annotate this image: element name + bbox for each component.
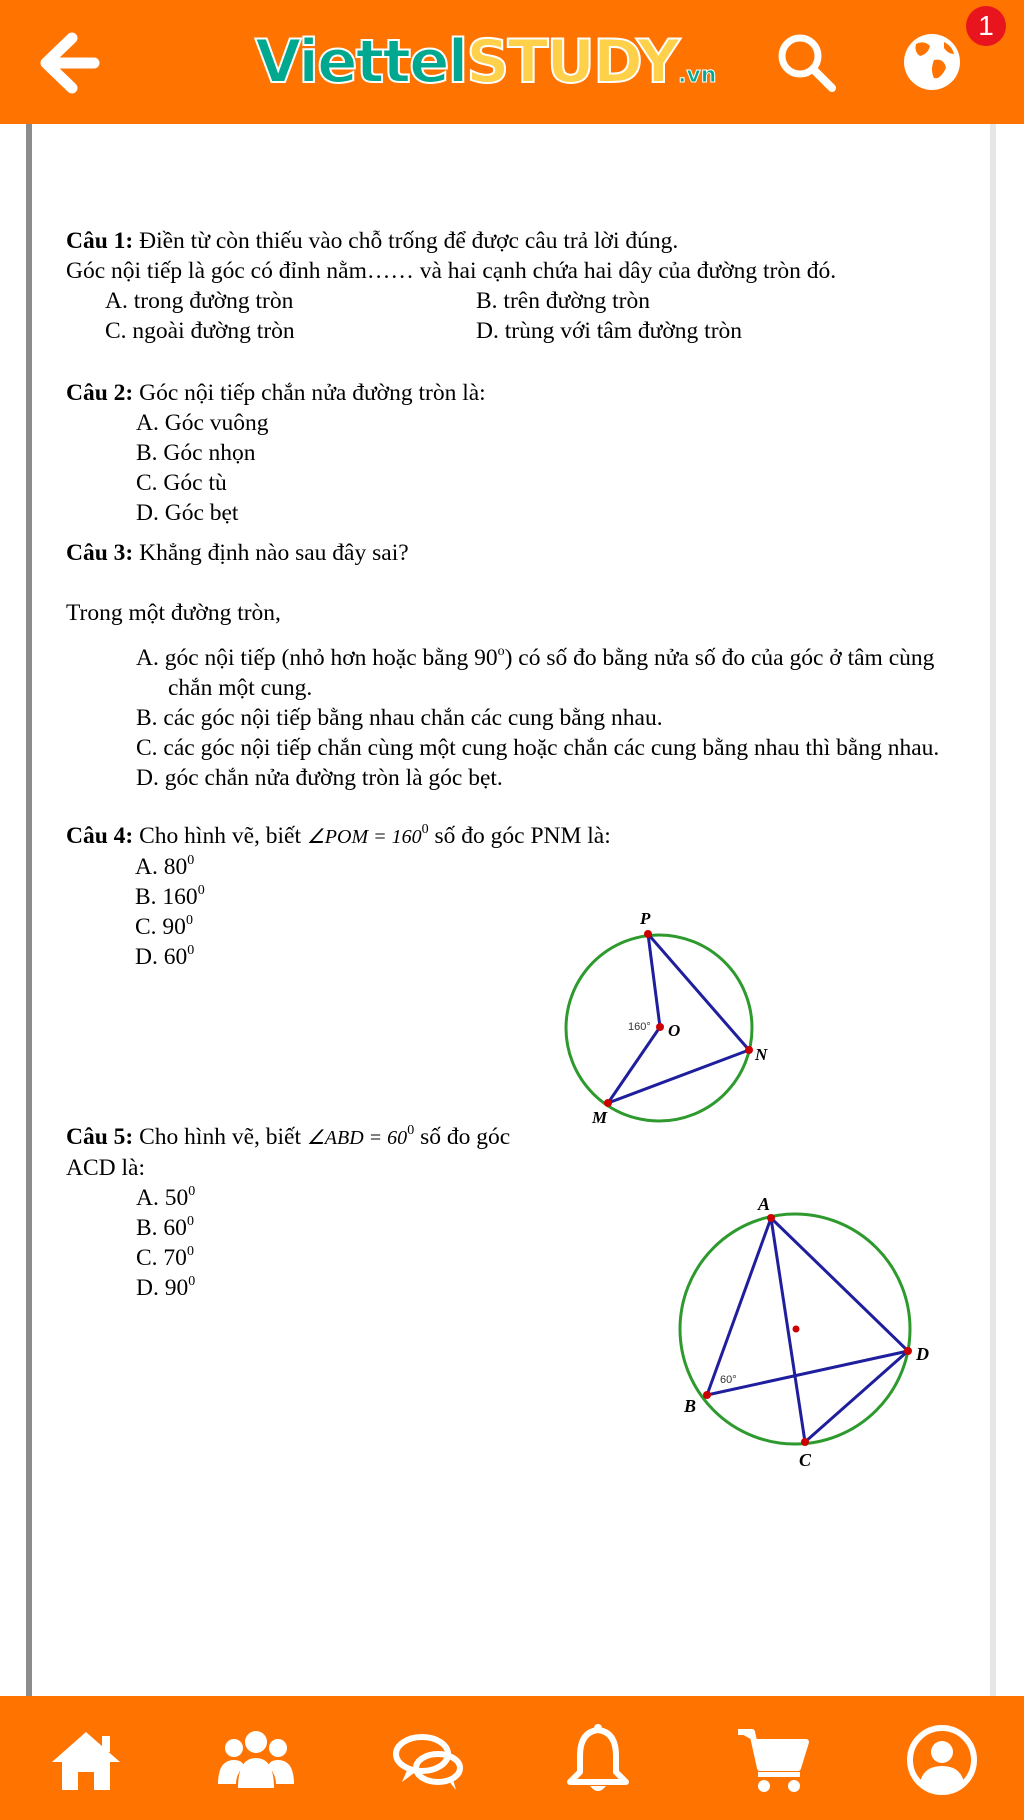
- label-p: P: [640, 909, 651, 928]
- point-p: [644, 930, 652, 938]
- segment-om: [608, 1027, 660, 1103]
- q2-option-d: D. Góc bẹt: [136, 500, 239, 526]
- q2-option-a: A. Góc vuông: [136, 410, 269, 436]
- q5-option-d: D. $90^0$: [136, 1274, 196, 1301]
- q3-option-a: A. góc nội tiếp (nhỏ hơn hoặc bằng 90$^o$) có số đo bằng nửa số đo của góc ở tâm cùng chắn một cung.: [136, 644, 935, 701]
- point-d: [904, 1347, 912, 1355]
- label-angle-160: 160°: [628, 1021, 651, 1033]
- label-c: C: [799, 1450, 812, 1470]
- point-c: [801, 1438, 809, 1446]
- question-5-line2: ACD là:: [66, 1155, 145, 1181]
- q3-option-d: D. góc chắn nửa đường tròn là góc bẹt.: [136, 765, 503, 791]
- q4-option-d: D. $60^0$: [135, 943, 195, 970]
- segment-ac: [771, 1218, 805, 1442]
- label-n: N: [755, 1045, 768, 1064]
- label-angle-60: 60°: [720, 1374, 737, 1386]
- question-1: Câu 1: Điền từ còn thiếu vào chỗ trống để được câu trả lời đúng.: [66, 228, 679, 254]
- segment-pn: [648, 934, 749, 1050]
- point-o: [656, 1023, 664, 1031]
- user-profile-icon[interactable]: [904, 1722, 980, 1798]
- page-left-edge: [26, 124, 32, 1696]
- segment-cd: [805, 1351, 908, 1442]
- center-point: [793, 1326, 800, 1333]
- segment-ad: [771, 1218, 908, 1351]
- viettelstudy-logo[interactable]: Viettel STUDY .vn: [255, 27, 717, 97]
- figure-circle-pom: [560, 909, 768, 1130]
- q2-option-b: B. Góc nhọn: [136, 440, 256, 466]
- q1-option-d: D. trùng với tâm đường tròn: [476, 318, 743, 344]
- q3-intro: Trong một đường tròn,: [66, 600, 281, 626]
- q3-option-b: B. các góc nội tiếp bằng nhau chắn các cung bằng nhau.: [136, 705, 663, 731]
- point-n: [745, 1046, 753, 1054]
- group-users-icon[interactable]: [218, 1722, 294, 1798]
- back-arrow-icon[interactable]: [34, 28, 104, 98]
- question-1-stem: Góc nội tiếp là góc có đỉnh nằm…… và hai cạnh chứa hai dây của đường tròn đó.: [66, 258, 837, 284]
- question-4: Câu 4: Cho hình vẽ, biết ∠POM = $160^0$ số đo góc PNM là:: [66, 822, 611, 849]
- question-1-options-row1: [66, 286, 966, 316]
- q1-option-c: C. ngoài đường tròn: [105, 318, 295, 344]
- label-a: A: [758, 1194, 771, 1214]
- search-icon[interactable]: [774, 30, 838, 94]
- bell-icon[interactable]: [560, 1722, 636, 1798]
- scrollbar-track[interactable]: [990, 124, 996, 1696]
- q4-option-c: C. $90^0$: [135, 913, 193, 940]
- q1-option-b: B. trên đường tròn: [476, 288, 650, 314]
- segment-bd: [707, 1351, 908, 1395]
- q3-option-c: C. các góc nội tiếp chắn cùng một cung hoặc chắn các cung bằng nhau thì bằng nhau.: [136, 735, 940, 761]
- q5-option-a: A. $50^0$: [136, 1184, 196, 1211]
- label-o: O: [668, 1021, 681, 1040]
- question-2: Câu 2: Góc nội tiếp chắn nửa đường tròn là:: [66, 380, 486, 406]
- point-b: [703, 1391, 711, 1399]
- notification-badge[interactable]: 1: [966, 6, 1006, 46]
- figure-circle-abcd: [670, 1190, 940, 1470]
- shopping-cart-icon[interactable]: [734, 1722, 810, 1798]
- q5-option-b: B. $60^0$: [136, 1214, 194, 1241]
- question-1-options-row2: [66, 316, 966, 346]
- label-m: M: [592, 1108, 608, 1127]
- bottom-navigation: [0, 1696, 1024, 1820]
- q1-option-a: A. trong đường tròn: [105, 288, 294, 314]
- question-3: Câu 3: Khẳng định nào sau đây sai?: [66, 540, 409, 566]
- segment-mn: [608, 1050, 749, 1103]
- chat-bubbles-icon[interactable]: [390, 1722, 466, 1798]
- q4-option-a: A. $80^0$: [135, 853, 195, 880]
- question-5: Câu 5: Cho hình vẽ, biết ∠ABD = $60^0$ số đo góc: [66, 1123, 511, 1150]
- q5-option-c: C. $70^0$: [136, 1244, 194, 1271]
- point-m: [604, 1099, 612, 1107]
- home-icon[interactable]: [48, 1722, 124, 1798]
- globe-icon[interactable]: [900, 30, 964, 94]
- q4-option-b: B. $160^0$: [135, 883, 205, 910]
- worksheet-content: [66, 226, 966, 1303]
- q2-option-c: C. Góc tù: [136, 470, 227, 496]
- point-a: [767, 1214, 775, 1222]
- label-b: B: [684, 1396, 697, 1416]
- label-d: D: [916, 1344, 929, 1364]
- top-app-bar: [0, 0, 1024, 124]
